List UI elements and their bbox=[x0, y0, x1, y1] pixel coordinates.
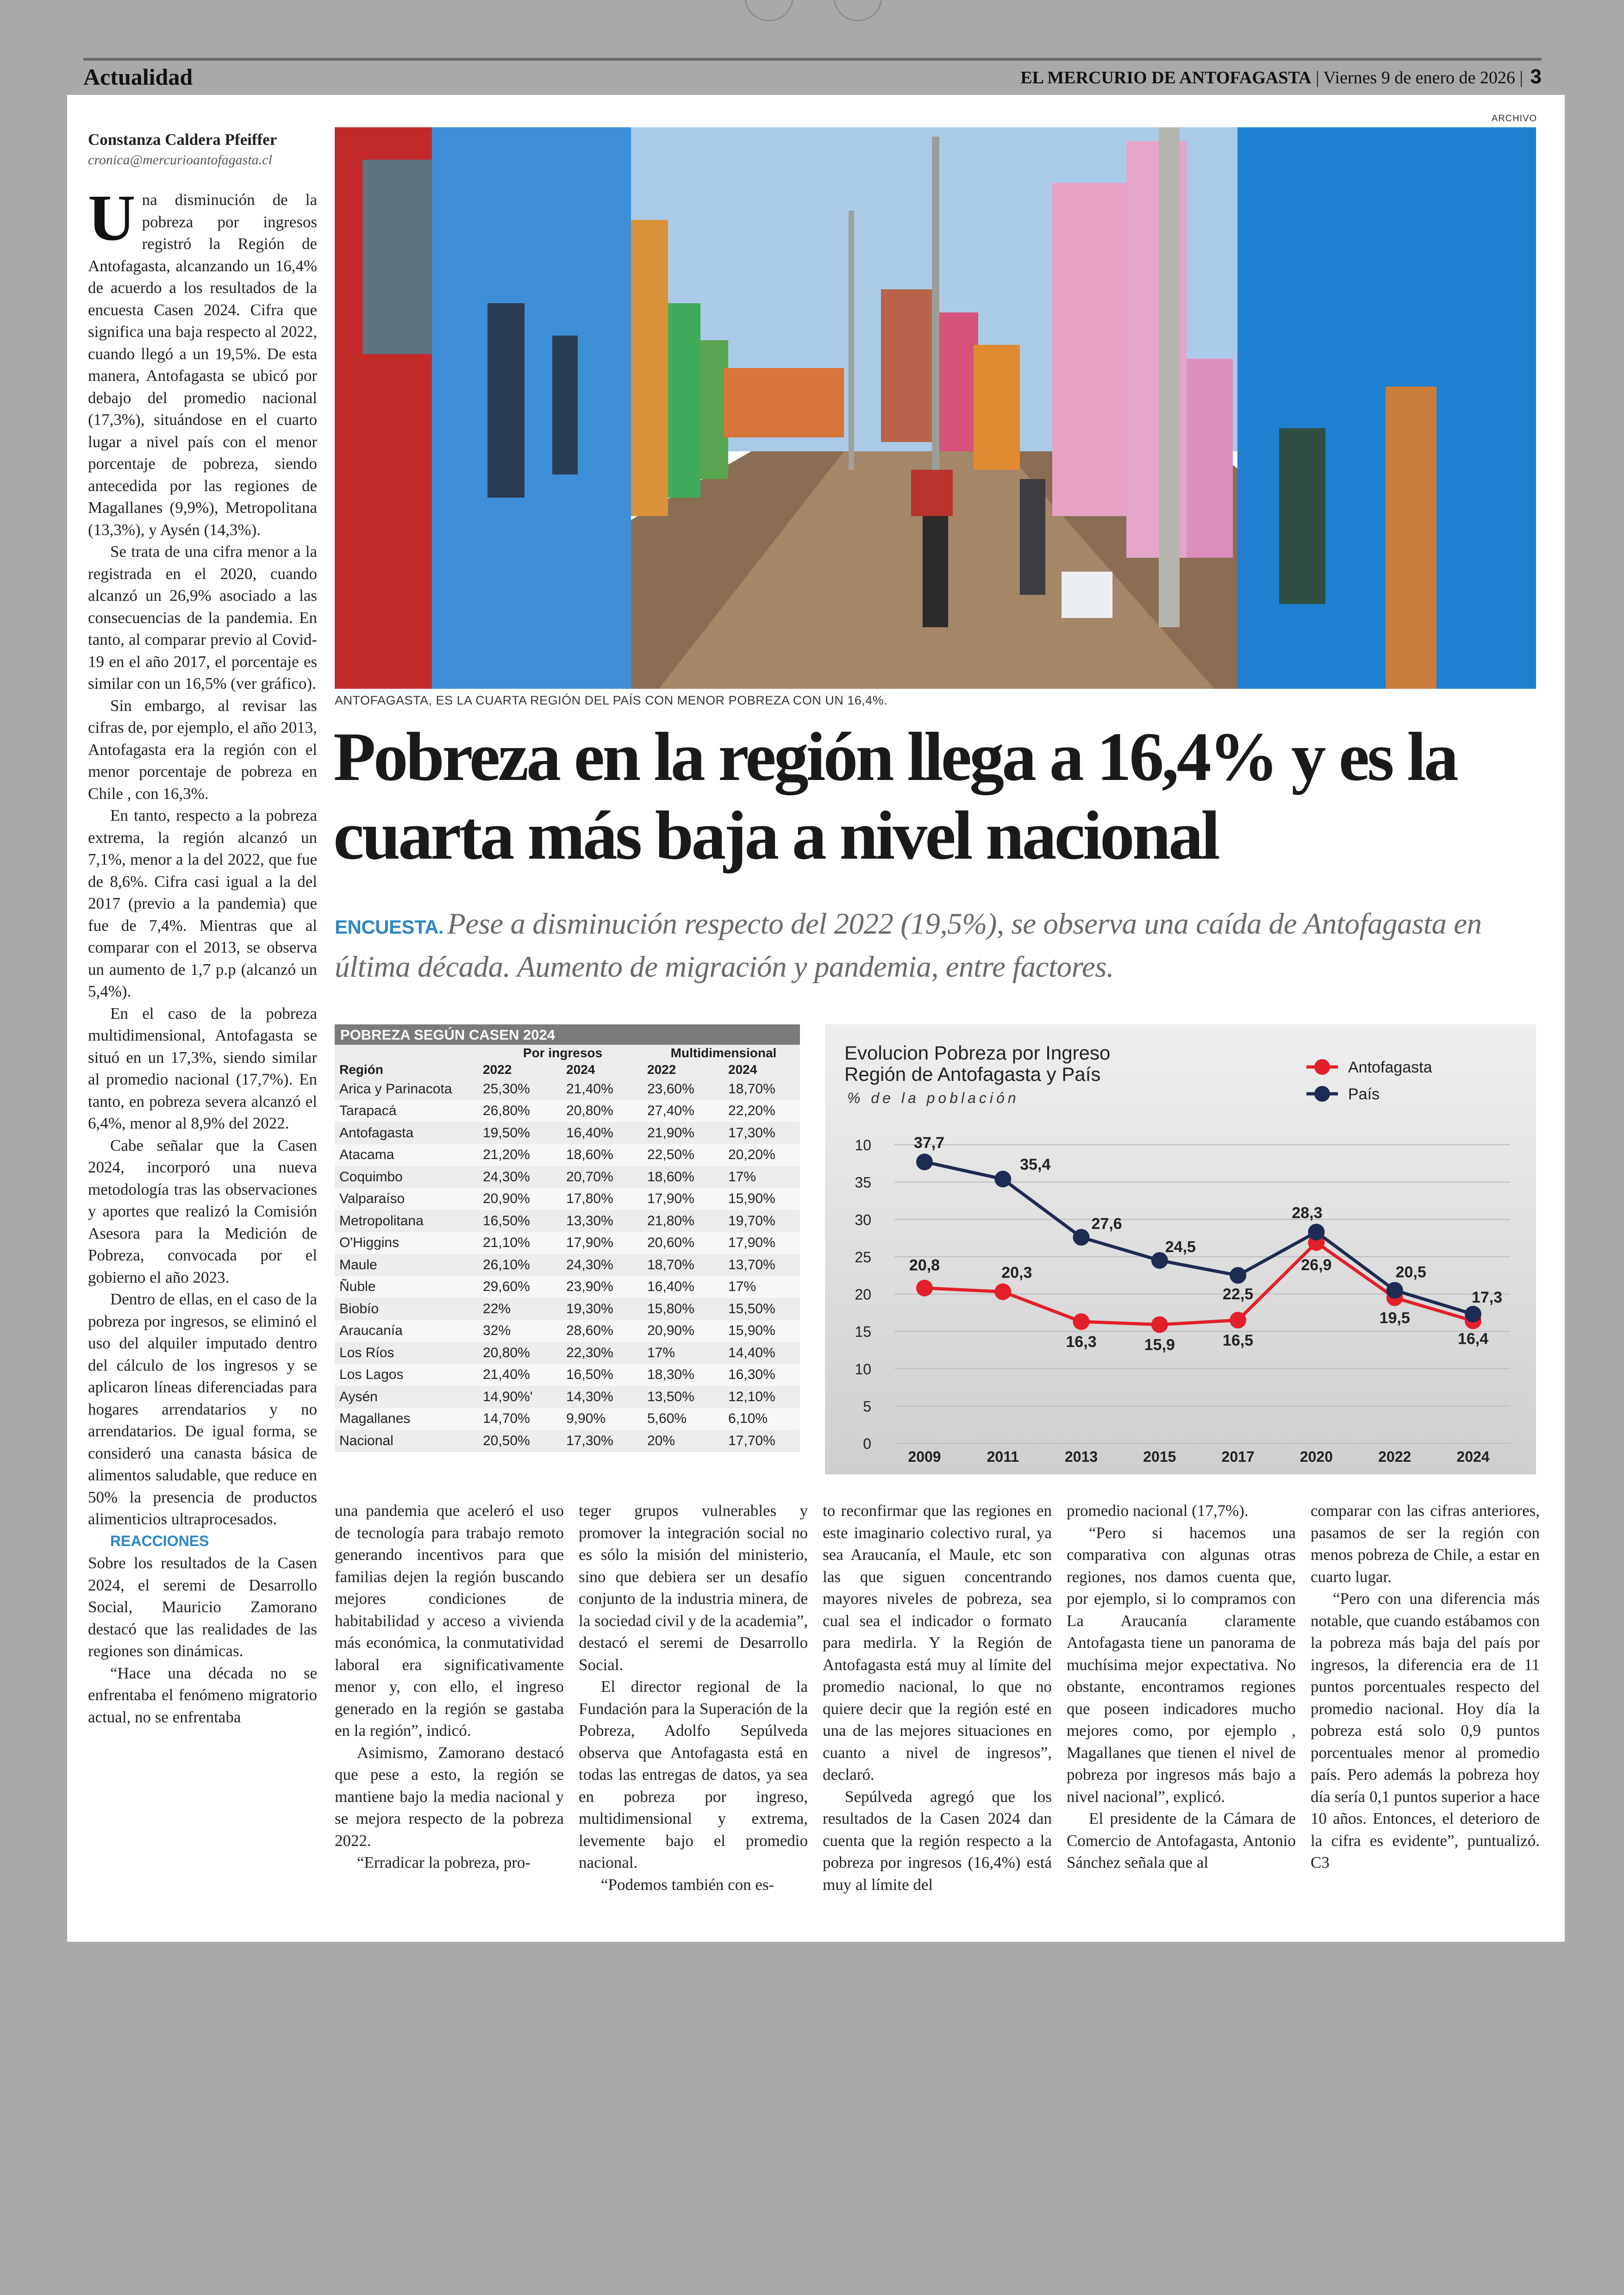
region-cell: Tarapacá bbox=[335, 1100, 478, 1123]
value-cell: 18,60% bbox=[643, 1166, 724, 1188]
value-cell: 17,90% bbox=[643, 1188, 724, 1210]
publication-date: Viernes 9 de enero de 2026 bbox=[1323, 68, 1515, 87]
paragraph: Dentro de ellas, en el caso de la pobreza por ingresos, se eliminó el uso del alquiler imputado dentro del cálculo de los ingresos y se aplicaron líneas diferenciadas para hogares arrendatarios y no arrendatarios. De igual forma, se consideró una canasta básica de alimentos saludable, que reduce en 50% la presencia de productos alimenticios ultraprocesados. bbox=[88, 1290, 317, 1528]
region-cell: Araucanía bbox=[335, 1320, 478, 1342]
region-cell: Coquimbo bbox=[335, 1166, 478, 1188]
data-label: 27,6 bbox=[1091, 1215, 1122, 1233]
table-row bbox=[335, 1298, 800, 1320]
region-cell: Atacama bbox=[335, 1144, 478, 1166]
region-cell: Aysén bbox=[335, 1386, 478, 1408]
table-group-header bbox=[335, 1045, 800, 1061]
value-cell: 17% bbox=[724, 1166, 800, 1188]
data-label: 35,4 bbox=[1020, 1156, 1051, 1174]
data-point bbox=[916, 1280, 933, 1297]
paragraph: una pandemia que aceleró el uso de tecnología para trabajo remoto generando incentivos para que familias dejen la región buscando mejores condiciones de habitabilidad y acceso a vivienda más económica, la conmutatividad laboral era significativamente menor y, con ello, el ingreso generado en la región se gastaba en la región”, indicó. bbox=[335, 1502, 564, 1740]
region-cell: Arica y Parinacota bbox=[335, 1078, 478, 1100]
value-cell: 15,90% bbox=[724, 1188, 800, 1210]
value-cell: 25,30% bbox=[478, 1078, 562, 1100]
x-tick-label: 2022 bbox=[1378, 1448, 1412, 1465]
paragraph: to reconfirmar que las regiones en este imaginario colectivo rural, ya sea Araucanía, el Maule, etc son las que siguen concentrando mayores niveles de pobreza, sea cual sea el indicador o formato para medirla. Y la Región de Antofagasta está muy al límite del promedio nacional, lo que no quiere decir que la región esté en una de las mejores situaciones en cuanto a nivel de ingresos”, declaró. bbox=[823, 1502, 1052, 1784]
value-cell: 17,80% bbox=[562, 1188, 643, 1210]
region-cell: Maule bbox=[335, 1254, 478, 1276]
paragraph: “Erradicar la pobreza, pro- bbox=[357, 1853, 531, 1871]
column-header-year: 2024 bbox=[566, 1062, 595, 1077]
author-name: Constanza Caldera Pfeiffer bbox=[88, 131, 277, 149]
data-label: 15,9 bbox=[1144, 1336, 1175, 1354]
y-tick-label: 20 bbox=[855, 1286, 871, 1303]
value-cell: 20% bbox=[643, 1430, 724, 1452]
data-point bbox=[1073, 1313, 1090, 1330]
paragraph: El director regional de la Fundación para la Superación de la Pobreza, Adolfo Sepúlveda observa que Antofagasta está en todas las entregas de datos, ya sea en pobreza por ingreso, multidimensional y extrema, levemente bajo el promedio nacional. bbox=[579, 1678, 808, 1871]
y-tick-label: 0 bbox=[863, 1435, 871, 1452]
value-cell: 28,60% bbox=[562, 1320, 643, 1342]
data-label: 20,8 bbox=[909, 1256, 940, 1274]
value-cell: 20,70% bbox=[562, 1166, 643, 1188]
legend-marker-pais bbox=[1314, 1086, 1330, 1102]
paragraph: El presidente de la Cámara de Comercio de Antofagasta, Antonio Sánchez señala que al bbox=[1067, 1809, 1296, 1871]
value-cell: 22,20% bbox=[724, 1100, 800, 1123]
chart-subtitle: % de la población bbox=[847, 1090, 1019, 1106]
value-cell: 16,50% bbox=[478, 1210, 562, 1232]
data-label: 20,5 bbox=[1395, 1263, 1426, 1281]
value-cell: 16,30% bbox=[724, 1364, 800, 1386]
x-tick-label: 2009 bbox=[908, 1448, 941, 1465]
value-cell: 16,40% bbox=[562, 1122, 643, 1144]
end-mark: C3 bbox=[1311, 1853, 1330, 1871]
street-photo bbox=[335, 127, 1536, 689]
legend-label-antofagasta: Antofagasta bbox=[1348, 1059, 1432, 1076]
y-tick-label: 5 bbox=[863, 1398, 871, 1415]
data-point bbox=[1073, 1229, 1090, 1246]
poverty-table bbox=[335, 1024, 800, 1474]
column-header-region: Región bbox=[339, 1062, 383, 1077]
line-chart bbox=[825, 1024, 1536, 1474]
poverty-chart bbox=[825, 1024, 1536, 1474]
value-cell: 21,90% bbox=[643, 1122, 724, 1144]
region-cell: Antofagasta bbox=[335, 1122, 478, 1144]
publication-info bbox=[1020, 65, 1542, 88]
value-cell: 26,10% bbox=[478, 1254, 562, 1276]
value-cell: 9,90% bbox=[562, 1408, 643, 1430]
value-cell: 22,30% bbox=[562, 1342, 643, 1364]
headline: Pobreza en la región llega a 16,4% y es la cuarta más baja a nivel nacional bbox=[333, 718, 1456, 874]
x-tick-label: 2024 bbox=[1456, 1448, 1490, 1465]
y-tick-label: 10 bbox=[855, 1360, 871, 1378]
next-page-button[interactable] bbox=[833, 0, 882, 21]
data-label: 17,3 bbox=[1471, 1289, 1503, 1307]
table-title: POBREZA SEGÚN CASEN 2024 bbox=[335, 1024, 800, 1045]
drop-cap: U bbox=[88, 181, 136, 254]
region-cell: Magallanes bbox=[335, 1408, 478, 1430]
table-row bbox=[335, 1276, 800, 1298]
value-cell: 17% bbox=[643, 1342, 724, 1364]
value-cell: 14,30% bbox=[562, 1386, 643, 1408]
page-number: 3 bbox=[1530, 65, 1542, 88]
author-email: cronica@mercurioantofagasta.cl bbox=[88, 152, 272, 168]
value-cell: 21,40% bbox=[562, 1078, 643, 1100]
data-point bbox=[916, 1154, 933, 1170]
paragraph: Sepúlveda agregó que los resultados de la Casen 2024 dan cuenta que la región respecto a la pobreza por ingresos (16,4%) está muy al límite del bbox=[823, 1787, 1052, 1894]
value-cell: 15,80% bbox=[643, 1298, 724, 1320]
data-label: 24,5 bbox=[1165, 1238, 1196, 1256]
region-cell: Los Ríos bbox=[335, 1342, 478, 1364]
region-cell: Ñuble bbox=[335, 1276, 478, 1298]
value-cell: 16,40% bbox=[643, 1276, 724, 1298]
y-tick-label: 35 bbox=[855, 1174, 871, 1191]
value-cell: 17% bbox=[724, 1276, 800, 1298]
paragraph: Se trata de una cifra menor a la registrada en el 2020, cuando alcanzó un 26,9% asociado a las consecuencias de la pandemia. En tanto, al comparar previo al Covid-19 en el año 2017, el porcentaje es similar con un 16,5% (ver gráfico). bbox=[88, 543, 317, 692]
paragraph: “Hace una década no se enfrentaba el fenómeno migratorio actual, no se enfrentaba bbox=[88, 1664, 317, 1726]
paragraph: Cabe señalar que la Casen 2024, incorporó una nueva metodología tras las observaciones y aportes que realizó la Comisión Asesora para la Medición de Pobreza, convocada por el gobierno el año 2023. bbox=[88, 1136, 317, 1286]
value-cell: 18,60% bbox=[562, 1144, 643, 1166]
masthead bbox=[83, 58, 1542, 100]
table-row bbox=[335, 1430, 800, 1452]
value-cell: 23,60% bbox=[643, 1078, 724, 1100]
value-cell: 13,70% bbox=[724, 1254, 800, 1276]
table-row bbox=[335, 1078, 800, 1100]
y-tick-label: 25 bbox=[855, 1248, 871, 1266]
data-point bbox=[1387, 1282, 1403, 1298]
value-cell: 18,30% bbox=[643, 1364, 724, 1386]
value-cell: 18,70% bbox=[643, 1254, 724, 1276]
value-cell: 27,40% bbox=[643, 1100, 724, 1123]
previous-page-button[interactable] bbox=[744, 0, 793, 21]
x-tick-label: 2015 bbox=[1143, 1448, 1176, 1465]
separator: | bbox=[1315, 68, 1324, 87]
value-cell: 19,50% bbox=[478, 1122, 562, 1144]
legend-marker-antofagasta bbox=[1314, 1059, 1330, 1075]
value-cell: 24,30% bbox=[478, 1166, 562, 1188]
table-row bbox=[335, 1210, 800, 1232]
value-cell: 29,60% bbox=[478, 1276, 562, 1298]
chart-title: Evolucion Pobreza por Ingreso bbox=[844, 1042, 1111, 1064]
value-cell: 17,30% bbox=[562, 1430, 643, 1452]
lead-column bbox=[88, 130, 317, 1728]
value-cell: 20,90% bbox=[478, 1188, 562, 1210]
table-body bbox=[335, 1078, 800, 1452]
body-column-5 bbox=[1067, 1500, 1296, 1874]
body-column-4 bbox=[823, 1500, 1052, 1896]
body-column-6 bbox=[1311, 1500, 1540, 1874]
value-cell: 15,50% bbox=[724, 1298, 800, 1320]
table-row bbox=[335, 1386, 800, 1408]
table-row bbox=[335, 1144, 800, 1166]
value-cell: 20,90% bbox=[643, 1320, 724, 1342]
value-cell: 20,20% bbox=[724, 1144, 800, 1166]
paragraph: En tanto, respecto a la pobreza extrema, la región alcanzó un 7,1%, menor a la del 2022, que fue de 8,6%. Cifra casi igual a la del 2017 (previo a la pandemia) que fue de 7,4%. Mientras que al comparar con el 2013, se observa un aumento de 1,7 p.p (alcanzó un 5,4%). bbox=[88, 806, 317, 1000]
region-cell: Los Lagos bbox=[335, 1364, 478, 1386]
region-cell: Nacional bbox=[335, 1430, 478, 1452]
value-cell: 20,60% bbox=[643, 1232, 724, 1254]
region-cell: O'Higgins bbox=[335, 1232, 478, 1254]
x-tick-label: 2020 bbox=[1299, 1448, 1333, 1465]
data-label: 20,3 bbox=[1001, 1264, 1032, 1282]
value-cell: 17,90% bbox=[724, 1232, 800, 1254]
street-scene-illustration bbox=[335, 127, 1536, 689]
section-name: Actualidad bbox=[83, 64, 193, 90]
table-row bbox=[335, 1232, 800, 1254]
group-header-multi: Multidimensional bbox=[670, 1046, 777, 1060]
data-label: 16,3 bbox=[1066, 1333, 1097, 1351]
value-cell: 17,90% bbox=[562, 1232, 643, 1254]
value-cell: 21,10% bbox=[478, 1232, 562, 1254]
data-point bbox=[994, 1284, 1011, 1300]
value-cell: 20,80% bbox=[478, 1342, 562, 1364]
group-header-income: Por ingresos bbox=[523, 1046, 603, 1060]
photo-credit: ARCHIVO bbox=[1491, 113, 1537, 124]
data-label: 16,5 bbox=[1223, 1331, 1254, 1349]
x-tick-label: 2017 bbox=[1221, 1448, 1255, 1465]
deck bbox=[335, 904, 1548, 987]
separator: | bbox=[1519, 68, 1524, 87]
value-cell: 16,50% bbox=[562, 1364, 643, 1386]
value-cell: 20,50% bbox=[478, 1430, 562, 1452]
paragraph: En el caso de la pobreza multidimensional, Antofagasta se situó en un 17,3%, siendo similar al promedio nacional (17,7%). En tanto, en pobreza severa alcanzó el 6,4%, menor al 8,9% del 2022. bbox=[88, 1004, 317, 1132]
deck-text: Pese a disminución respecto del 2022 (19,5%), se observa una caída de Antofagasta en última década. Aumento de migración y pandemia, entre factores. bbox=[335, 907, 1482, 984]
x-tick-label: 2011 bbox=[987, 1448, 1019, 1465]
paragraph: Sin embargo, al revisar las cifras de, por ejemplo, el año 2013, Antofagasta era la región con el menor porcentaje de pobreza en Chile , con 16,3%. bbox=[88, 696, 317, 803]
y-tick-label: 30 bbox=[855, 1211, 871, 1229]
newspaper-page bbox=[67, 95, 1565, 1942]
paragraph: “Pero con una diferencia más notable, que cuando estábamos con la pobreza más baja del país por ingresos, la diferencia era de 11 puntos porcentuales respecto del promedio nacional. Hoy día la pobreza está solo 0,9 puntos porcentuales menor al promedio país. Pero además la pobreza hoy día sería 0,1 puntos superior a hace 10 años. Entonces, el deterioro de la cifra es evidente”, puntualizó. C3 bbox=[1311, 1590, 1540, 1871]
table-row bbox=[335, 1166, 800, 1188]
x-tick-label: 2013 bbox=[1064, 1448, 1098, 1465]
value-cell: 17,30% bbox=[724, 1122, 800, 1144]
region-cell: Metropolitana bbox=[335, 1210, 478, 1232]
value-cell: 17,70% bbox=[724, 1430, 800, 1452]
value-cell: 5,60% bbox=[643, 1408, 724, 1430]
column-header-year: 2024 bbox=[728, 1062, 757, 1077]
value-cell: 14,40% bbox=[724, 1342, 800, 1364]
subhead-reacciones: REACCIONES bbox=[110, 1532, 209, 1549]
y-tick-label: 15 bbox=[855, 1323, 871, 1341]
value-cell: 15,90% bbox=[724, 1320, 800, 1342]
data-point bbox=[994, 1171, 1011, 1187]
data-label: 19,5 bbox=[1379, 1309, 1410, 1327]
paragraph: Sobre los resultados de la Casen 2024, el seremi de Desarrollo Social, Mauricio Zamorano destacó que las realidades de las regiones son dinámicas. bbox=[88, 1554, 317, 1660]
value-cell: 21,80% bbox=[643, 1210, 724, 1232]
region-cell: Biobío bbox=[335, 1298, 478, 1320]
value-cell: 14,90%' bbox=[478, 1386, 562, 1408]
region-cell: Valparaíso bbox=[335, 1188, 478, 1210]
value-cell: 21,40% bbox=[478, 1364, 562, 1386]
data-point bbox=[1308, 1224, 1324, 1241]
value-cell: 21,20% bbox=[478, 1144, 562, 1166]
value-cell: 12,10% bbox=[724, 1386, 800, 1408]
paragraph: comparar con las cifras anteriores, pasamos de ser la región con menos pobreza de Chile, a estar en cuarto lugar. bbox=[1311, 1502, 1540, 1586]
table-row bbox=[335, 1122, 800, 1144]
value-cell: 26,80% bbox=[478, 1100, 562, 1123]
data-point bbox=[1230, 1267, 1246, 1284]
data-label: 26,9 bbox=[1301, 1256, 1332, 1274]
paragraph: teger grupos vulnerables y promover la integración social no es sólo la misión del ministerio, sino que debiera ser un desafío conjunto de la industria minera, de la sociedad civil y de la academia”, destacó el seremi de Desarrollo Social. bbox=[579, 1502, 808, 1674]
data-label: 28,3 bbox=[1292, 1204, 1323, 1222]
value-cell: 19,30% bbox=[562, 1298, 643, 1320]
column-header-year: 2022 bbox=[483, 1062, 512, 1077]
table-row bbox=[335, 1408, 800, 1430]
legend-label-pais: País bbox=[1348, 1085, 1380, 1103]
chart-title-line2: Región de Antofagasta y País bbox=[844, 1063, 1101, 1085]
paragraph: promedio nacional (17,7%). bbox=[1067, 1502, 1249, 1520]
data-label: 37,7 bbox=[913, 1134, 945, 1152]
deck-kicker: ENCUESTA. bbox=[335, 916, 444, 938]
table-row bbox=[335, 1364, 800, 1386]
paragraph: “Podemos también con es- bbox=[601, 1875, 775, 1894]
column-header-year: 2022 bbox=[647, 1062, 676, 1077]
value-cell: 20,80% bbox=[562, 1100, 643, 1123]
value-cell: 13,30% bbox=[562, 1210, 643, 1232]
data-table bbox=[335, 1045, 800, 1452]
data-point bbox=[1465, 1306, 1481, 1322]
lead-paragraph: Una disminución de la pobreza por ingresos registró la Región de Antofagasta, alcanzando un 16,4% de acuerdo a los resultados de la encuesta Casen 2024. Cifra que significa una baja respecto al 2022, cuando llegó a un 19,5%. De esta manera, Antofagasta se ubicó por debajo del promedio nacional (17,3%), situándose en el cuarto lugar a nivel país con el menor porcentaje de pobreza, siendo antecedida por las regiones de Magallanes (9,9%), Metropolitana (13,3%), y Aysén (14,3%). bbox=[88, 181, 317, 539]
table-row bbox=[335, 1188, 800, 1210]
table-row bbox=[335, 1100, 800, 1123]
publication-name: EL MERCURIO DE ANTOFAGASTA bbox=[1020, 68, 1312, 87]
value-cell: 13,50% bbox=[643, 1386, 724, 1408]
value-cell: 14,70% bbox=[478, 1408, 562, 1430]
body-column-2 bbox=[335, 1500, 564, 1874]
photo-caption: ANTOFAGASTA, ES LA CUARTA REGIÓN DEL PAÍS CON MENOR POBREZA CON UN 16,4%. bbox=[335, 693, 888, 707]
value-cell: 6,10% bbox=[724, 1408, 800, 1430]
data-label: 16,4 bbox=[1457, 1330, 1489, 1348]
value-cell: 18,70% bbox=[724, 1078, 800, 1100]
value-cell: 24,30% bbox=[562, 1254, 643, 1276]
body-column-3 bbox=[579, 1500, 808, 1896]
y-tick-label: 10 bbox=[855, 1137, 871, 1154]
data-point bbox=[1151, 1316, 1168, 1333]
value-cell: 19,70% bbox=[724, 1210, 800, 1232]
table-year-header bbox=[335, 1061, 800, 1078]
paragraph: “Pero si hacemos una comparativa con algunas otras regiones, nos damos cuenta que, por ejemplo, si lo compramos con La Araucanía claramente Antofagasta tiene un panorama de muchísima mejor expectativa. No obstante, encontramos regiones que poseen indicadores mucho mejores como, por ejemplo , Magallanes que tienen el nivel de pobreza por ingresos más bajo a nivel nacional”, explicó. bbox=[1067, 1523, 1296, 1806]
data-point bbox=[1230, 1312, 1246, 1328]
table-row bbox=[335, 1320, 800, 1342]
data-label: 22,5 bbox=[1223, 1285, 1254, 1303]
paragraph: Asimismo, Zamorano destacó que pese a esto, la región se mantiene bajo la media nacional y se mejora respecto de la pobreza 2022. bbox=[335, 1743, 564, 1850]
value-cell: 22,50% bbox=[643, 1144, 724, 1166]
value-cell: 22% bbox=[478, 1298, 562, 1320]
value-cell: 23,90% bbox=[562, 1276, 643, 1298]
value-cell: 32% bbox=[478, 1320, 562, 1342]
table-row bbox=[335, 1342, 800, 1364]
table-row bbox=[335, 1254, 800, 1276]
